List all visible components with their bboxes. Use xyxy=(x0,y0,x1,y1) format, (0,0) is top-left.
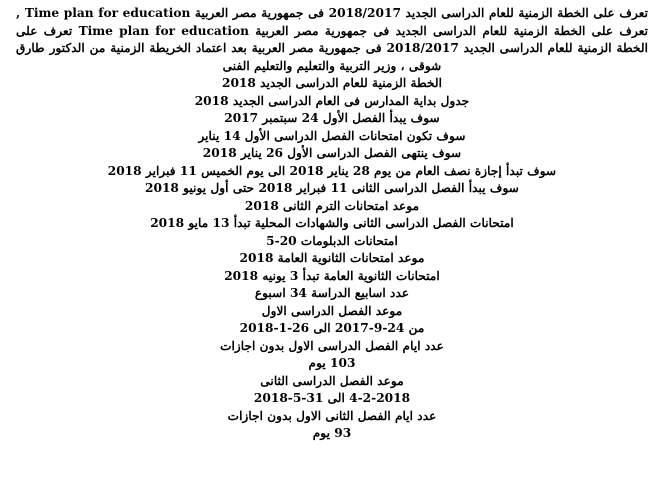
heading-first-term-dates: موعد الفصل الدراسى الاول xyxy=(261,303,403,318)
first-term-start: سوف يبدأ الفصل الأول 24 سبتمبر 2017 xyxy=(224,111,440,125)
heading-school-start-schedule: جدول بداية المدارس فى العام الدراسى الجديد 2018 xyxy=(194,93,470,108)
first-term-days-value: 103 يوم xyxy=(308,356,356,370)
second-term-days-label: عدد ايام الفصل الثانى الاول بدون اجازات xyxy=(227,408,437,423)
heading-second-term-dates: موعد الفصل الدراسى الثانى xyxy=(260,373,404,388)
thanaweya-exams-start: امتحانات الثانوية العامة تبدأ 3 يونيه 2018 xyxy=(224,268,440,283)
schedule-list xyxy=(16,75,648,443)
first-term-days-label: عدد ايام الفصل الدراسى الاول بدون اجازات xyxy=(220,338,444,353)
first-term-end: سوف ينتهى الفصل الدراسى الأول 26 يناير 2018 xyxy=(202,146,462,160)
intro-paragraph: تعرف على الخطة الزمنية للعام الدراسى الجديد 2018/2017 فى جمهورية مصر العربية Time plan for education , تعرف على الخطة الزمنية للعام الدراسى الجديد فى جمهورية مصر العربية Time plan for education تعرف على الخطة الزمنية للعام الدراسى الجديد 2018/2017 فى جمهورية مصر العربية بعد اعتماد الخريطة الزمنية من الدكتور طارق شوقى ، وزير التربية والتعليم والتعليم الفنى xyxy=(16,6,648,73)
heading-time-plan-2018: الخطة الزمنية للعام الدراسى الجديد 2018 xyxy=(221,76,443,90)
heading-thanaweya-exams: موعد امتحانات الثانوية العامة 2018 xyxy=(239,251,425,265)
second-term-period: سوف يبدأ الفصل الدراسى الثانى 11 فبراير 2018 حتى أول يونيو 2018 xyxy=(144,181,519,195)
second-term-exams-start: امتحانات الفصل الدراسى الثانى والشهادات المحلية تبدأ 13 مايو 2018 xyxy=(150,216,514,230)
diploma-exams: امتحانات الدبلومات 20-5 xyxy=(266,233,398,248)
second-term-dates: 4-2-2018 الى 31-5-2018 xyxy=(253,391,411,405)
first-term-dates: من 24-9-2017 الى 26-1-2018 xyxy=(239,321,425,335)
heading-second-term-exams: موعد امتحانات الترم الثانى 2018 xyxy=(244,198,420,213)
second-term-days-value: 93 يوم xyxy=(312,426,352,440)
first-term-exams: سوف تكون امتحانات الفصل الدراسى الأول 14 يناير xyxy=(198,128,466,143)
mid-year-vacation: سوف تبدأ إجازة نصف العام من يوم 28 يناير 2018 الى يوم الخميس 11 فبراير 2018 xyxy=(107,163,557,178)
study-weeks-count: عدد اسابيع الدراسة 34 اسبوع xyxy=(254,286,410,300)
